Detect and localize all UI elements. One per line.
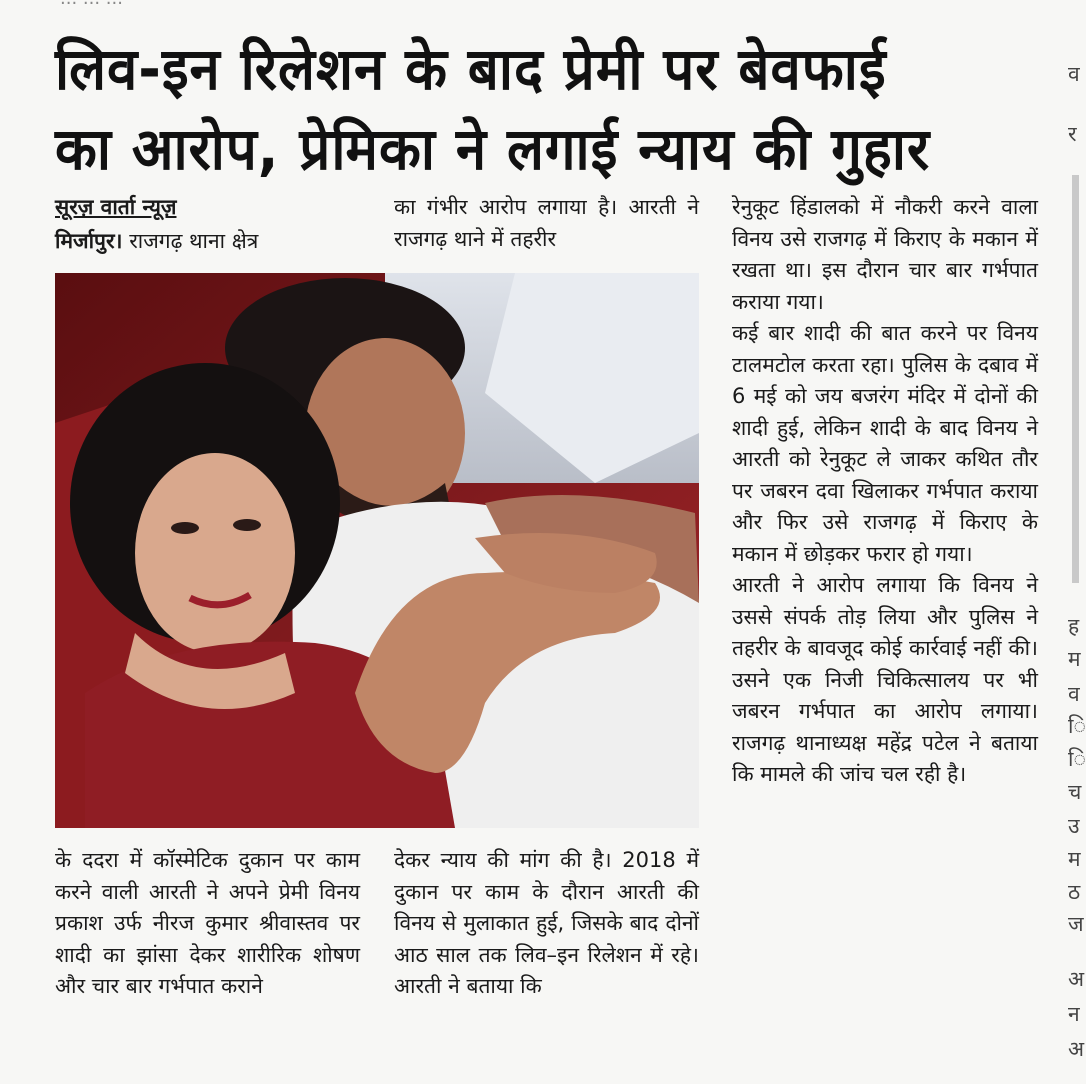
col1-bottom-text: के ददरा में कॉस्मेटिक दुकान पर काम करने वाली आरती ने अपने प्रेमी विनय प्रकाश उर्फ नीरज कुमार श्रीवास्तव पर शादी का झांसा देकर शारीरिक शोषण और चार बार गर्भपात कराने: [55, 848, 360, 998]
headline-line-2: का आरोप, प्रेमिका ने लगाई न्याय की गुहार: [55, 115, 931, 183]
byline: सूरज़ वार्ता न्यूज़: [55, 195, 177, 219]
edge-glyph: ज: [1068, 912, 1084, 936]
col1-top: [55, 226, 360, 258]
col3-para-2: कई बार शादी की बात करने पर विनय टालमटोल करता रहा। पुलिस के दबाव में 6 मई को जय बजरंग मंदिर में दोनों की शादी हुई, लेकिन शादी के बाद विनय ने आरती को रेनुकूट ले जाकर कथित तौर पर जबरन दवा खिलाकर गर्भपात कराया और फिर उसे राजगढ़ में किराए के मकान में छोड़कर फरार हो गया।: [732, 321, 1038, 566]
top-clipped-text: [60, 0, 820, 9]
col2-bottom-text: देकर न्याय की मांग की है। 2018 में दुकान पर काम के दौरान आरती की विनय से मुलाकात हुई, जिसके बाद दोनों आठ साल तक लिव–इन रिलेशन में रहे। आरती ने बताया कि: [394, 848, 699, 998]
edge-glyph: अ: [1068, 1037, 1085, 1061]
edge-glyph: ि: [1068, 714, 1086, 738]
col3: [732, 192, 1038, 791]
edge-glyph: उ: [1068, 814, 1080, 838]
headline-line-1: लिव-इन रिलेशन के बाद प्रेमी पर बेवफाई: [55, 35, 887, 103]
edge-glyph: म: [1068, 647, 1081, 671]
adjacent-photo-edge: [1072, 175, 1079, 583]
col3-para-3: आरती ने आरोप लगाया कि विनय ने उससे संपर्क तोड़ लिया और पुलिस ने तहरीर के बावजूद कोई कार्रवाई नहीं की। उसने एक निजी चिकित्सालय पर भी जबरन गर्भपात का आरोप लगाया। राजगढ़ थानाध्यक्ष महेंद्र पटेल ने बताया कि मामले की जांच चल रही है।: [732, 573, 1038, 786]
col2-bottom: [394, 845, 699, 1003]
dateline: मिर्जापुर।: [55, 229, 123, 253]
edge-glyph: ठ: [1068, 880, 1081, 904]
col1-bottom: [55, 845, 360, 1003]
col2-top-text: का गंभीर आरोप लगाया है। आरती ने राजगढ़ थाने में तहरीर: [394, 195, 699, 251]
edge-glyph: र: [1068, 122, 1077, 146]
col2-top: [394, 192, 699, 255]
edge-glyph: ि: [1068, 747, 1086, 771]
col1-top-text: राजगढ़ थाना क्षेत्र: [129, 229, 259, 253]
edge-glyph: व: [1068, 682, 1080, 706]
edge-glyph: अ: [1068, 967, 1085, 991]
edge-glyph: च: [1068, 780, 1082, 804]
couple-photo-illustration: [55, 273, 699, 828]
col3-para-1: रेनुकूट हिंडालको में नौकरी करने वाला विनय उसे राजगढ़ में किराए के मकान में रखता था। इस दौरान चार बार गर्भपात कराया गया।: [732, 195, 1038, 314]
news-photo: [55, 273, 699, 828]
edge-glyph: म: [1068, 847, 1081, 871]
edge-glyph: व: [1068, 62, 1080, 86]
edge-glyph: ह: [1068, 614, 1080, 638]
edge-glyph: न: [1068, 1002, 1080, 1026]
